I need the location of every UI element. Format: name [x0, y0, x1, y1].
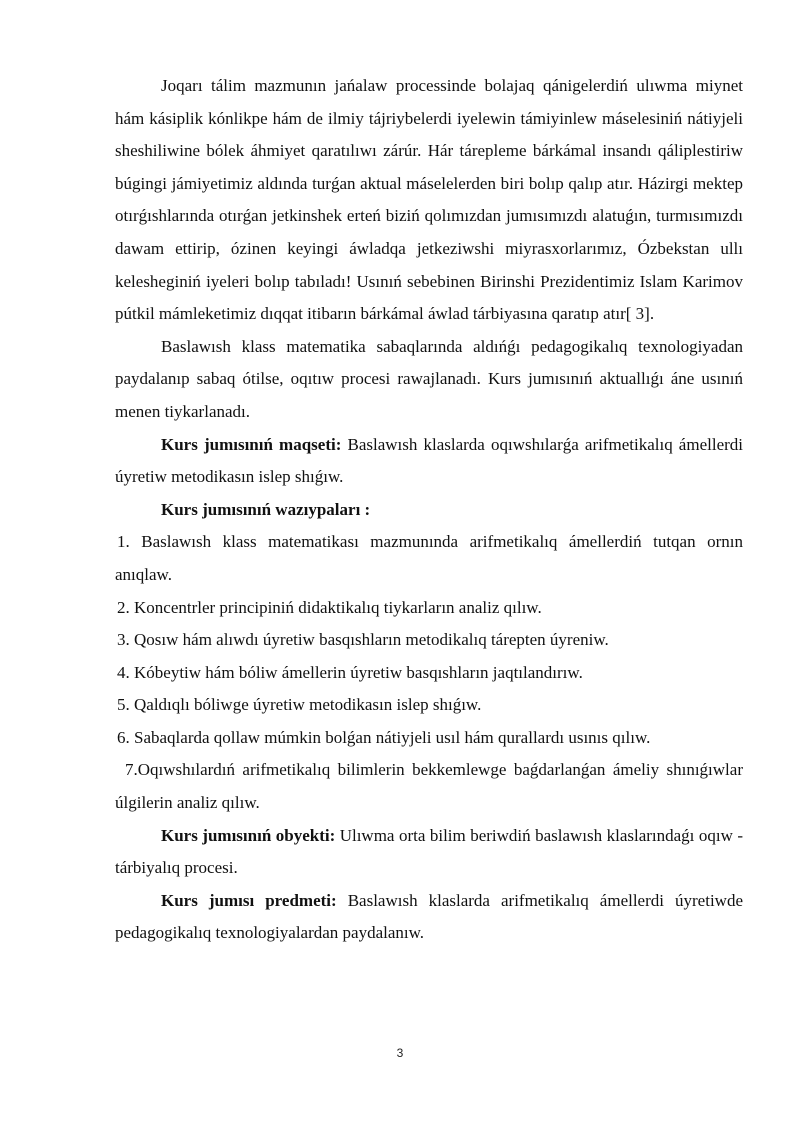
- object-paragraph: [115, 820, 743, 885]
- document-page: [115, 70, 743, 950]
- subject-text: Baslawısh klaslarda arifmetikalıq ámellerdi úyretiwde pedagogikalıq texnologiyalardan paydalanıw.: [115, 890, 743, 943]
- task-item-5: 5. Qaldıqlı bóliwge úyretiw metodikasın islep shıǵıw.: [117, 695, 482, 715]
- subject-paragraph: [115, 885, 743, 950]
- object-text: Ulıwma orta bilim beriwdiń baslawısh klaslarındaǵı oqıw -tárbiyalıq procesi.: [115, 825, 743, 878]
- page-number: 3: [396, 1046, 404, 1060]
- goal-text: Baslawısh klaslarda oqıwshılarǵa arifmetikalıq ámellerdi úyretiw metodikasın islep shıǵıw.: [115, 434, 744, 487]
- tasks-heading: Kurs jumısınıń wazıypaları :: [161, 499, 371, 519]
- task-item-6: 6. Sabaqlarda qollaw múmkin bolǵan nátiyjeli usıl hám qurallardı usınıs qılıw.: [117, 727, 651, 747]
- relevance-paragraph: Baslawısh klass matematika sabaqlarında aldıńǵı pedagogikalıq texnologiyadan paydalanıp sabaq ótilse, oqıtıw procesi rawajlanadı. Kurs jumısınıń aktuallıǵı áne usınıń menen tiykarlanadı.: [115, 336, 743, 421]
- task-item-3: 3. Qosıw hám alıwdı úyretiw basqıshların metodikalıq tárepten úyreniw.: [117, 630, 609, 650]
- task-item-7: 7.Oqıwshılardıń arifmetikalıq bilimlerin bekkemlewge baǵdarlanǵan ámeliy shınıǵıwlar úlgilerin analiz qılıw.: [115, 760, 743, 813]
- goal-paragraph: [115, 429, 743, 494]
- task-item-1: 1. Baslawısh klass matematikası mazmunında arifmetikalıq ámellerdiń tutqan ornın anıqlaw.: [115, 532, 743, 584]
- object-label: Kurs jumısınıń obyekti:: [161, 825, 336, 845]
- goal-label: Kurs jumısınıń maqseti:: [161, 434, 342, 454]
- intro-paragraph: Joqarı tálim mazmunın jańalaw processinde bolajaq qánigelerdiń ulıwma miynet hám kásiplik kónlikpe hám de ilmiy tájriybelerdi iyelewin támiyinlew máselesiniń nátiyjeli sheshiliwine bólek áhmiyet qaratılıwı zárúr. Hár tárepleme bárkámal insandı qáliplestiriw búgingi jámiyetimiz aldında turǵan aktual máselelerden biri bolıp qalıp atır. Házirgi mektep otırǵıshlarında otırǵan jetkinshek erteń biziń qolımızdan jumısımızdı alatuǵın, turmısımızdı dawam ettirip, ózinen keyingi áwladqa jetkeziwshi miyrasxorlarımız, Ózbekstan ullı kelesheginiń iyeleri bolıp tabıladı! Usınıń sebebinen Birinshi Prezidentimiz Islam Karimov pútkil mámleketimiz dıqqat itibarın bárkámal áwlad tárbiyasına qaratıp atır[ 3].: [115, 76, 743, 324]
- task-item-4: 4. Kóbeytiw hám bóliw ámellerin úyretiw basqıshların jaqtılandırıw.: [117, 662, 583, 682]
- subject-label: Kurs jumısı predmeti:: [161, 890, 337, 910]
- task-item-2: 2. Koncentrler principiniń didaktikalıq tiykarların analiz qılıw.: [117, 597, 542, 617]
